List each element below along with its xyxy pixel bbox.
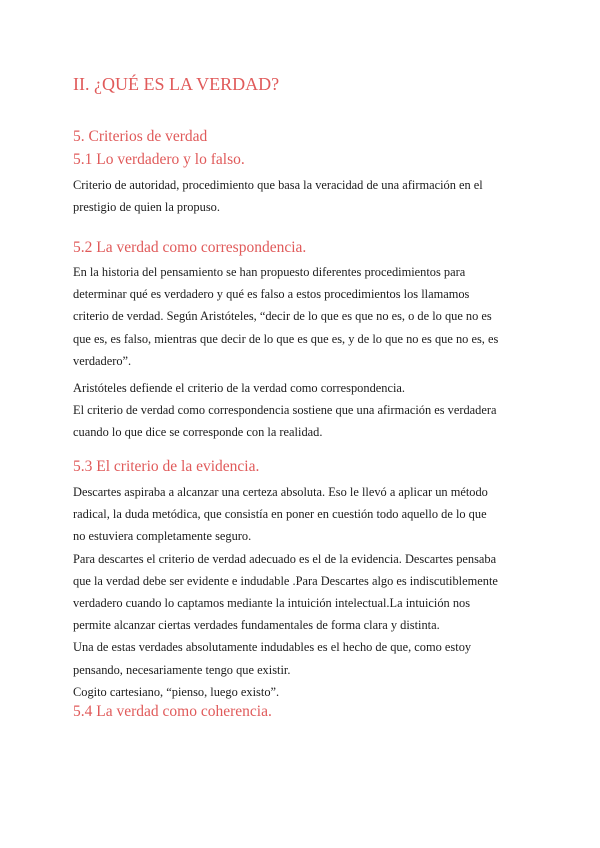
paragraph-line: Criterio de autoridad, procedimiento que basa la veracidad de una afirmación en el [73,178,483,192]
paragraph-line: radical, la duda metódica, que consistía en poner en cuestión todo aquello de lo que [73,507,487,522]
section-5-2-heading: 5.2 La verdad como correspondencia. [73,239,307,256]
paragraph-line: permite alcanzar ciertas verdades fundamentales de forma clara y distinta. [73,618,440,633]
section-5-1-heading: 5.1 Lo verdadero y lo falso. [73,151,245,168]
paragraph-line: pensando, necesariamente tengo que existir. [73,662,291,677]
paragraph-line: que la verdad debe ser evidente e indudable .Para Descartes algo es indiscutiblemente [73,573,498,588]
section-5-2-paragraph-2 [73,377,533,444]
paragraph-line: verdadero cuando lo captamos mediante la intuición intelectual.La intuición nos [73,596,471,611]
paragraph-line: verdadero”. [73,353,132,368]
paragraph-line: El criterio de verdad como correspondencia sostiene que una afirmación es verdadera [73,403,497,418]
section-5-1-paragraph [73,174,533,218]
paragraph-line: Aristóteles defiende el criterio de la verdad como correspondencia. [73,381,405,395]
paragraph-line: criterio de verdad. Según Aristóteles, “decir de lo que es que no es, o de lo que no es [73,309,492,324]
paragraph-line: que es, es falso, mientras que decir de lo que es que es, y de lo que no es que no es, es [73,331,499,346]
section-5-2-paragraph-1 [73,261,533,372]
paragraph-line: determinar qué es verdadero y qué es falso a estos procedimientos los llamamos [73,287,470,302]
paragraph-line: Para descartes el criterio de verdad adecuado es el de la evidencia. Descartes pensaba [73,551,497,566]
paragraph-line: En la historia del pensamiento se han propuesto diferentes procedimientos para [73,265,466,279]
section-5-3-paragraph [73,481,533,703]
section-5-4-heading: 5.4 La verdad como coherencia. [73,703,272,720]
paragraph-line: Una de estas verdades absolutamente indudables es el hecho de que, como estoy [73,640,472,655]
chapter-title: II. ¿QUÉ ES LA VERDAD? [73,74,280,94]
paragraph-line: Cogito cartesiano, “pienso, luego existo”. [73,684,280,699]
section-5-heading: 5. Criterios de verdad [73,128,208,145]
paragraph-line: no estuviera completamente seguro. [73,529,252,544]
paragraph-line: cuando lo que dice se corresponde con la realidad. [73,425,323,440]
section-5-3-heading: 5.3 El criterio de la evidencia. [73,458,260,475]
paragraph-line: Descartes aspiraba a alcanzar una certeza absoluta. Eso le llevó a aplicar un método [73,485,488,499]
paragraph-line: prestigio de quien la propuso. [73,200,220,215]
